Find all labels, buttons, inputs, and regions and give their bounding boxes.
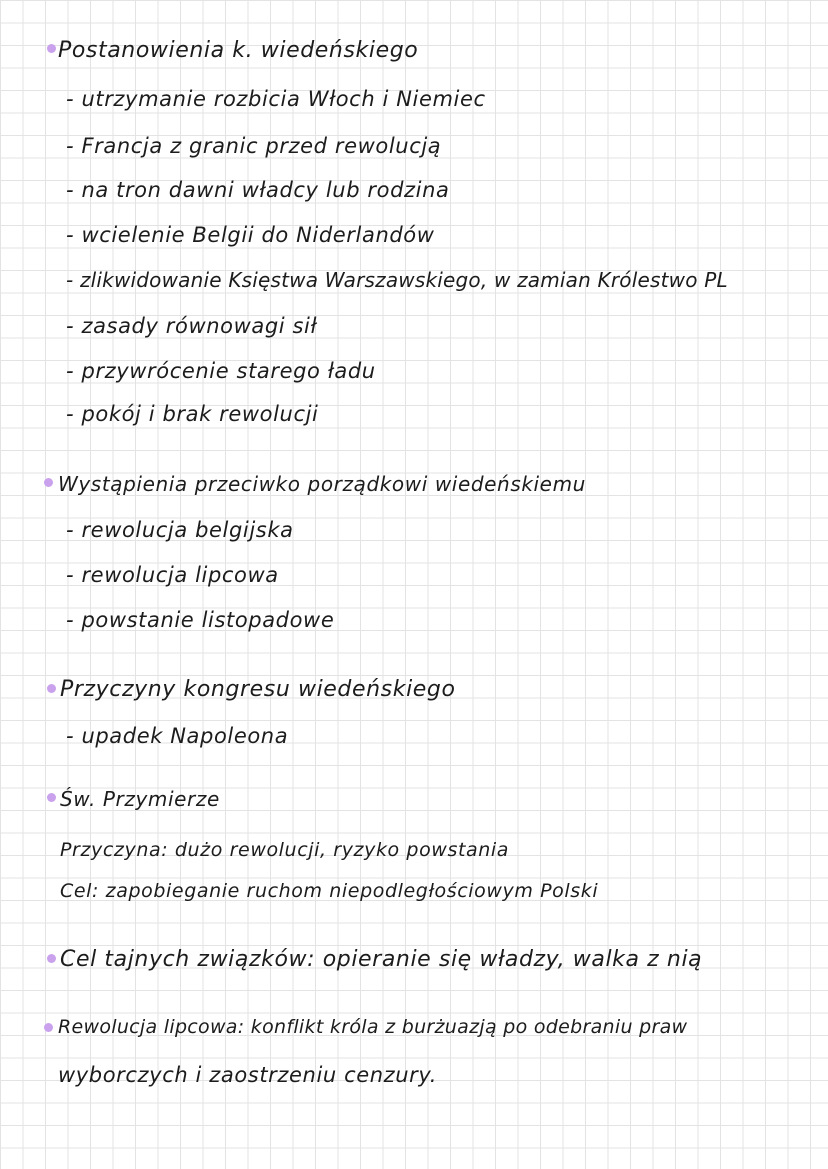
bullet-dot <box>44 478 53 487</box>
bullet-dot <box>47 793 56 802</box>
list-item: - zlikwidowanie Księstwa Warszawskiego, w zamian Królestwo PL <box>66 268 728 292</box>
list-item: - powstanie listopadowe <box>66 608 335 632</box>
section-heading: Wystąpienia przeciwko porządkowi wiedeńskiemu <box>58 472 586 496</box>
list-item: - upadek Napoleona <box>66 724 289 748</box>
list-item: - wcielenie Belgii do Niderlandów <box>66 223 435 247</box>
bullet-dot <box>47 44 56 53</box>
section-heading: Przyczyny kongresu wiedeńskiego <box>60 677 456 702</box>
list-item: - Francja z granic przed rewolucją <box>66 134 442 158</box>
list-item: - pokój i brak rewolucji <box>66 402 319 426</box>
section-heading: Cel tajnych związków: opieranie się władzy, walka z nią <box>60 947 703 972</box>
list-item: - przywrócenie starego ładu <box>66 359 376 383</box>
section-heading: Św. Przymierze <box>60 787 220 811</box>
list-item: - rewolucja lipcowa <box>66 563 279 587</box>
list-item: Przyczyna: dużo rewolucji, ryzyko powstania <box>60 839 510 861</box>
list-item: - na tron dawni władcy lub rodzina <box>66 178 450 202</box>
list-item: wyborczych i zaostrzeniu cenzury. <box>58 1063 438 1087</box>
list-item: - zasady równowagi sił <box>66 314 318 338</box>
section-heading: Postanowienia k. wiedeńskiego <box>58 38 419 63</box>
bullet-dot <box>47 684 56 693</box>
list-item: Cel: zapobieganie ruchom niepodległościowym Polski <box>60 880 599 902</box>
list-item: - rewolucja belgijska <box>66 518 294 542</box>
list-item: - utrzymanie rozbicia Włoch i Niemiec <box>66 87 486 111</box>
bullet-dot <box>47 954 56 963</box>
bullet-dot <box>44 1023 53 1032</box>
section-heading: Rewolucja lipcowa: konflikt króla z burżuazją po odebraniu praw <box>58 1016 688 1038</box>
